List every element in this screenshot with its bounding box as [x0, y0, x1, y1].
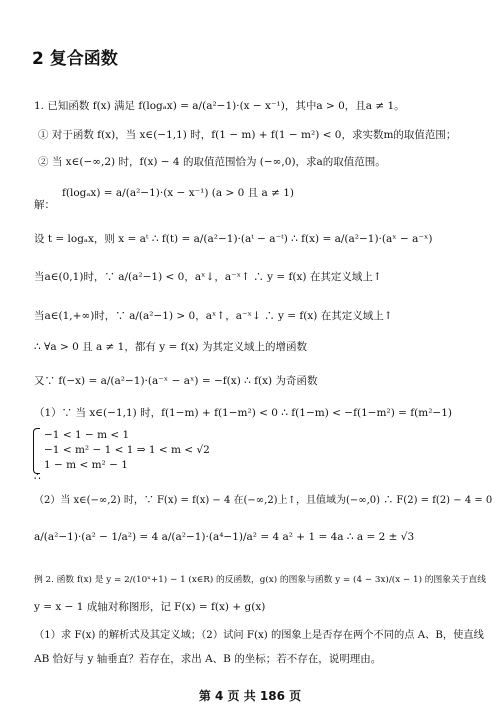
- ex1-question-1: ① 对于函数 f(x)，当 x∈(−1,1) 时，f(1 − m) + f(1 − m²) < 0，求实数m的取值范围；: [38, 129, 457, 141]
- solution-odd-function: 又∵ f(−x) = a/(a²−1)·(a⁻ˣ − aˣ) = −f(x) ∴ f(x) 为奇函数: [34, 375, 318, 387]
- solution-case-1: 当a∈(0,1)时，∵ a/(a²−1) < 0，aˣ↓，a⁻ˣ↑ ∴ y = f(x) 在其定义域上↑: [34, 271, 382, 283]
- solution-part-1: （1）∵ 当 x∈(−1,1) 时，f(1−m) + f(1−m²) < 0 ∴ f(1−m) < −f(1−m²) = f(m²−1): [34, 407, 453, 419]
- ex1-statement: 1. 已知函数 f(x) 满足 f(logₐx) = a/(a²−1)·(x − x⁻¹)，其中a > 0，且a ≠ 1。: [34, 100, 405, 112]
- example-2-line-4: AB 恰好与 y 轴垂直？若存在，求出 A、B 的坐标；若不存在，说明理由。: [34, 653, 382, 665]
- solution-case-2: 当a∈(1,+∞)时，∵ a/(a²−1) > 0，aˣ↑，a⁻ˣ↓ ∴ y = f(x) 在其定义域上↑: [34, 310, 393, 322]
- system-line-1: −1 < 1 − m < 1: [44, 429, 130, 441]
- system-therefore: ∴: [34, 471, 41, 483]
- page-footer: 第 4 页 共 186 页: [198, 689, 302, 703]
- solution-formula: f(logₐx) = a/(a²−1)·(x − x⁻¹) (a > 0 且 a ≠ 1): [62, 187, 294, 199]
- solution-part-2-equation: a/(a²−1)·(a² − 1/a²) = 4 a/(a²−1)·(a⁴−1)/a² = 4 a² + 1 = 4a ∴ a = 2 ± √3: [34, 531, 415, 543]
- solution-part-2: （2）当 x∈(−∞,2) 时，∵ F(x) = f(x) − 4 在(−∞,2)上↑，且值域为(−∞,0) ∴ F(2) = f(2) − 4 = 0: [34, 495, 493, 506]
- solution-substitution: 设 t = logₐx，则 x = aᵗ ∴ f(t) = a/(a²−1)·(aᵗ − a⁻ᵗ) ∴ f(x) = a/(a²−1)·(aˣ − a⁻ˣ): [34, 233, 433, 245]
- solution-conclusion: ∴ ∀a > 0 且 a ≠ 1，都有 y = f(x) 为其定义域上的增函数: [34, 341, 307, 353]
- example-2-line-3: （1）求 F(x) 的解析式及其定义域；（2）试问 F(x) 的图象上是否存在两个不同的点 A、B，使直线: [34, 629, 484, 641]
- system-brace: [33, 428, 40, 474]
- example-2-line-1: 例 2. 函数 f(x) 是 y = 2/(10ˣ+1) − 1 (x∈R) 的反函数，g(x) 的图象与函数 y = (4 − 3x)/(x − 1) 的图象关于直线: [34, 575, 487, 585]
- ex1-question-2: ② 当 x∈(−∞,2) 时，f(x) − 4 的取值范围恰为 (−∞,0)，求a的取值范围。: [38, 156, 386, 168]
- system-line-3: 1 − m < m² − 1: [44, 459, 128, 471]
- solution-label: 解：: [34, 199, 55, 211]
- page-title: 2 复合函数: [32, 49, 118, 69]
- example-2-line-2: y = x − 1 成轴对称图形，记 F(x) = f(x) + g(x): [34, 601, 266, 613]
- system-line-2: −1 < m² − 1 < 1 ⇒ 1 < m < √2: [44, 444, 210, 456]
